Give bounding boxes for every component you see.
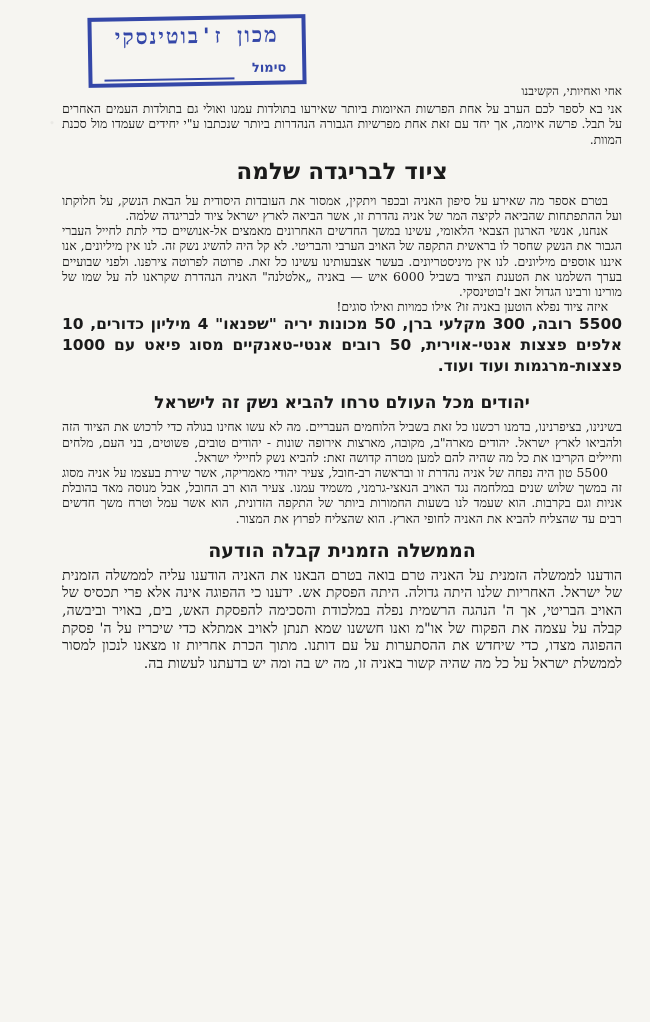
intro-paragraph: אני בא לספר לכם הערב על אחת הפרשות האיומות ביותר שאירעו בתולדות עמנו ואולי גם בתולדות העמים האחרים על תבל. פרשה איומה, אך יחד עם זאת אחת מפרשיות הגבורה הנהדרות ביותר שנכתבו ע"י יחידים שעמדו מול סכנת המוות. — [62, 101, 622, 147]
paragraph-diaspora-effort: בשינינו, בציפרנינו, בדמנו רכשנו כל זאת בשביל הלוחמים העבריים. מה לא עשו אחינו בגולה כדי לרכוש את הציוד הזה ולהביאו לארץ ישראל. יהודים מארה"ב, מקובה, מארצות אירופה שונות - יהודים טובים, פשוטים, בני העם, מלחים וחיילים הקריבו את כל מה שהיה להם למען מטרה קדושה זאת: להביא נשק לחיילי ישראל. — [62, 419, 622, 465]
archive-stamp — [87, 14, 306, 88]
paragraph-irgun-efforts: אנחנו, אנשי הארגון הצבאי הלאומי, עשינו במשך החדשים האחרונים מאמצים אל-אנושיים כדי לתת לחייל העברי הגבור את הנשק שחסר לו בראשית התקפה של האויב הערבי והבריטי. לא קל היה להשיג נשק זה. לנו אין מיליונים, אנו איננו אוספים מיליונים. לנו אין מיניסטריונים. בעשר אצבעותינו עשינו כל זאת. פרוטה לפרוטה צירפנו. ולפני שבועיים בערך השלמנו את הטענת הציוד בשביל 6000 איש — באניה „אלטלנה" האניה הנהדרת שקראנו לה על שמו של מורינו ורבינו הגדול זאב ז'בוטינסקי. — [62, 223, 622, 300]
article-body — [62, 84, 622, 673]
section-heading-brigade-equipment: ציוד לבריגדה שלמה — [236, 158, 448, 185]
paragraph-arms-delivery: בטרם אספר מה שאירע על סיפון האניה ובכפר ויתקין, אמסור את העובדות היסודית על הבאת הנשק, על חלוקתו ועל ההתפתחות שהביאה לקיצה המר של אניה נהדרת זו, אשר הביאה לארץ ישראל ציוד לבריגדה שלמה. — [62, 192, 622, 224]
stamp-code-line — [104, 77, 234, 81]
paragraph-cargo-question: איזה ציוד נפלא הוטען באניה זו? אילו כמויות ואילו סוגים! — [336, 299, 608, 315]
paragraph-cargo-list: 5500 רובה, 300 מקלעי ברן, 50 מכונות יריה "שפנאו" 4 מיליון כדורים, 10 אלפים פצצות אנטי-אוירית, 50 רובים אנטי-טאנקיים מסוג פיאט עם 1000 פצצות-מרגמות ועוד ועוד. — [62, 315, 623, 376]
opening-line: אחי ואחיותי, הקשיבנו — [521, 84, 622, 98]
paragraph-ship-captain: 5500 טון היה נפחה של אניה נהדרת זו ובראשה רב-חובל, צעיר יהודי מאמריקה, אשר שירת בעצמו על אניה מסוג זה במשך שלוש שנים במלחמה נגד האויב הנאצי-גרמני, משמיד עמנו. צעיר הוא רב החובל, אבל מנוסה מאד בהובלת אניות וגם בקרבות. הוא שעמד לנו בשעות החמורות ביותר של התקפה הזדונית, הוא אשר עמל וטרח משך חדשים רבים עד שהצליח להביא את האניה לחופי הארץ. הוא שהצליח לפרוץ את המצור. — [62, 465, 622, 526]
section-heading-provisional-government: הממשלה הזמנית קבלה הודעה — [208, 539, 476, 562]
paragraph-government-notice: הודענו לממשלה הזמנית על האניה טרם בואה בטרם הבאנו את האניה הודענו עליה לממשלה הזמנית של ישראל. האחריות שלנו היתה גדולה. היתה הפסקת אש. ידענו כי ההפוגה אינה אלא פרי תכסיס של האויב הבריטי, אך ה' הנהגה הרשמית נפלה במלכודת והסכימה להפסקת האש, בים, באויר וביבשה, קבלה על עצמה את הפקוח של או"מ ואנו חששנו שמא תנתן לאויב אמתלא כדי שיכריז על ה' פסקת ההפוגה מצדו, כדי שיחדש את ההסתערות על עם דותנו. מתוך הכרת אחריות זו מצאנו לנכון למסור לממשלת ישראל על כל מה שהיה קשור באניה זו, מה יש בה ומה יש בדעתנו לעשות בה. — [62, 567, 622, 672]
section-heading-jews-worldwide: יהודים מכל העולם טרחו להביא נשק זה לישראל — [154, 393, 530, 414]
stamp-code-label: סימול — [251, 60, 287, 77]
stamp-institution-name: מכון ז'בוטינסקי — [114, 22, 279, 50]
